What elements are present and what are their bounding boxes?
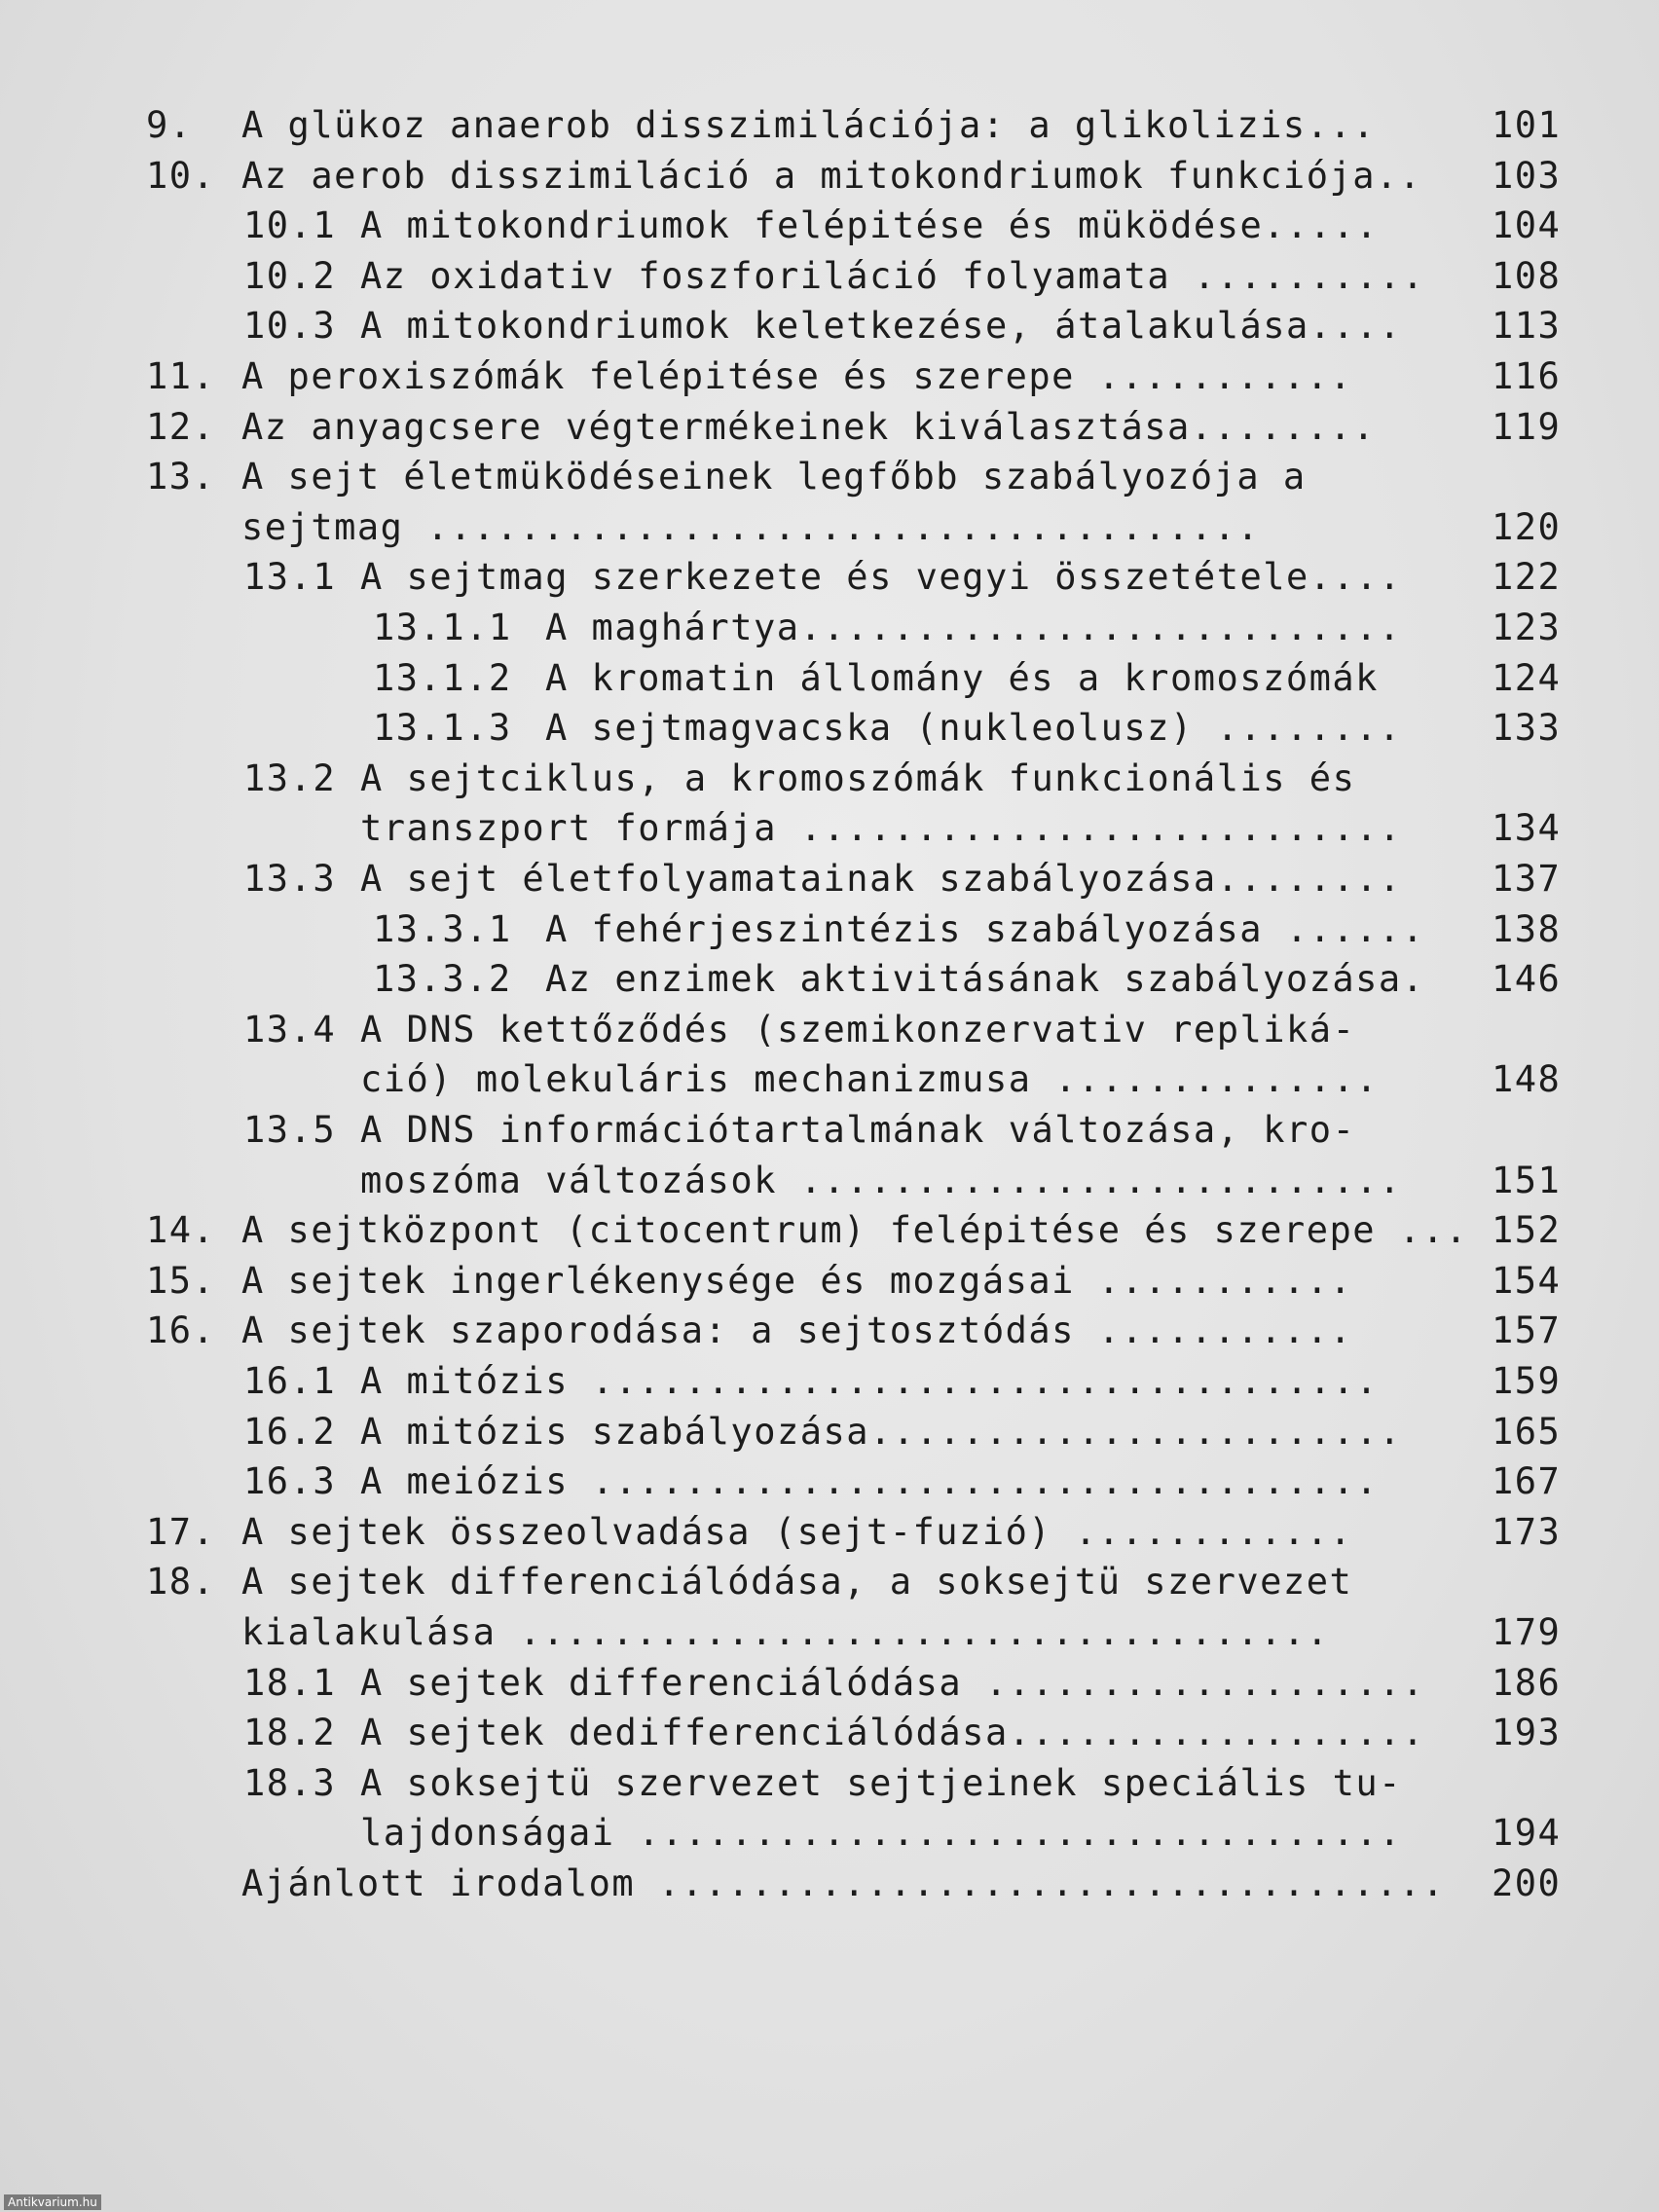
toc-page-number: 179 (1492, 1611, 1562, 1653)
toc-page-number: 193 (1492, 1712, 1562, 1754)
toc-number: 18.3 (243, 1761, 337, 1804)
toc-page-number: 165 (1492, 1410, 1562, 1453)
toc-title: sejtmag .................................... (241, 505, 1261, 548)
toc-number: 13.1.2 (373, 656, 512, 699)
toc-row (0, 803, 1659, 854)
toc-page-number: 137 (1492, 858, 1562, 900)
toc-page-number: 101 (1492, 104, 1562, 146)
toc-row (0, 1005, 1659, 1055)
toc-title: A mitózis szabályozása....................... (360, 1410, 1402, 1453)
toc-row (0, 452, 1659, 502)
toc-number: 16.2 (243, 1410, 337, 1453)
toc-row (0, 301, 1659, 351)
toc-title: lajdonságai ................................. (360, 1812, 1402, 1855)
toc-row (0, 1507, 1659, 1558)
watermark: Antikvarium.hu (4, 2194, 101, 2210)
toc-title: A sejtmag szerkezete és vegyi összetétele.... (360, 556, 1402, 599)
toc-number: 10. (146, 154, 216, 197)
toc-row (0, 954, 1659, 1005)
toc-number: 10.1 (243, 204, 337, 247)
toc-row (0, 1658, 1659, 1709)
toc-title: A sejtek szaporodása: a sejtosztódás ........... (241, 1309, 1353, 1352)
toc-number: 18.2 (243, 1712, 337, 1754)
toc-number: 16. (146, 1309, 216, 1352)
toc-row (0, 754, 1659, 804)
toc-number: 13.5 (243, 1109, 337, 1151)
toc-row (0, 402, 1659, 453)
toc-row (0, 904, 1659, 955)
toc-title: Az anyagcsere végtermékeinek kiválasztása........ (241, 405, 1377, 448)
toc-row (0, 1859, 1659, 1909)
toc-row (0, 201, 1659, 251)
toc-page-number: 154 (1492, 1259, 1562, 1302)
toc-title: kialakulása ................................... (241, 1611, 1330, 1653)
toc-page-number: 113 (1492, 305, 1562, 348)
toc-title: Az enzimek aktivitásának szabályozása. (545, 958, 1425, 1001)
toc-number: 13.1.1 (373, 607, 512, 648)
toc-page-number: 148 (1492, 1058, 1562, 1101)
toc-number: 13.3.1 (373, 907, 512, 950)
toc-page-number: 120 (1492, 505, 1562, 548)
toc-title: A sejtek differenciálódása, a soksejtü szervezet (241, 1561, 1353, 1604)
toc-row (0, 552, 1659, 603)
toc-number: 12. (146, 405, 216, 448)
toc-title: moszóma változások .......................... (360, 1159, 1402, 1201)
toc-title: A sejt életmüködéseinek legfőbb szabályozója a (241, 456, 1307, 498)
toc-page-number: 133 (1492, 707, 1562, 750)
toc-title: A mitózis .................................. (360, 1360, 1380, 1402)
toc-title: transzport formája .......................... (360, 807, 1402, 850)
toc-row (0, 653, 1659, 704)
toc-number: 13.4 (243, 1008, 337, 1051)
toc-number: 18.1 (243, 1661, 337, 1704)
toc-title: A sejtciklus, a kromoszómák funkcionális és (360, 756, 1356, 799)
toc-page-number: 152 (1492, 1209, 1562, 1252)
toc-page-number: 167 (1492, 1460, 1562, 1503)
toc-row (0, 1557, 1659, 1607)
toc-row (0, 502, 1659, 553)
toc-page-number: 108 (1492, 254, 1562, 297)
toc-number: 18. (146, 1561, 216, 1604)
toc-row (0, 854, 1659, 904)
toc-page-number: 200 (1492, 1862, 1562, 1904)
toc-title: A DNS információtartalmának változása, kro- (360, 1109, 1356, 1151)
toc-title: A sejtek dedifferenciálódása.................. (360, 1712, 1425, 1754)
toc-title: A peroxiszómák felépitése és szerepe ........... (241, 355, 1353, 397)
toc-number: 13.1.3 (373, 707, 512, 750)
toc-number: 15. (146, 1259, 216, 1302)
toc-row (0, 1054, 1659, 1105)
toc-row (0, 1256, 1659, 1307)
toc-number: 13.1 (243, 556, 337, 599)
toc-title: A sejtmagvacska (nukleolusz) ........ (545, 707, 1402, 750)
toc-page-number: 151 (1492, 1159, 1562, 1201)
toc-title: A sejtek differenciálódása ................... (360, 1661, 1425, 1704)
toc-page-number: 173 (1492, 1510, 1562, 1553)
toc-row (0, 1607, 1659, 1658)
toc-number: 13. (146, 456, 216, 498)
toc-row (0, 703, 1659, 754)
toc-title: A meiózis .................................. (360, 1460, 1380, 1503)
toc-row (0, 251, 1659, 302)
toc-number: 16.1 (243, 1360, 337, 1402)
toc-row (0, 1407, 1659, 1457)
toc-number: 10.2 (243, 254, 337, 297)
toc-row (0, 1356, 1659, 1407)
toc-row (0, 1808, 1659, 1859)
toc-page-number: 157 (1492, 1309, 1562, 1352)
toc-title: A sejt életfolyamatainak szabályozása........ (360, 858, 1402, 900)
toc-title: A mitokondriumok felépitése és müködése..... (360, 204, 1380, 247)
toc-title: A sejtközpont (citocentrum) felépitése és szerepe ... (241, 1209, 1469, 1252)
toc-row (0, 603, 1659, 653)
toc-row (0, 100, 1659, 151)
toc-title: A DNS kettőződés (szemikonzervativ repliká- (360, 1008, 1356, 1051)
toc-title: Az aerob disszimiláció a mitokondriumok funkciója.. (241, 154, 1422, 197)
toc-number: 13.2 (243, 756, 337, 799)
toc-title: Az oxidativ foszforiláció folyamata .......... (360, 254, 1425, 297)
toc-row (0, 1205, 1659, 1256)
toc-page-number: 123 (1492, 607, 1562, 648)
toc-title: A maghártya.......................... (545, 607, 1402, 648)
toc-title: A sejtek ingerlékenysége és mozgásai ........... (241, 1259, 1353, 1302)
toc-title: A glükoz anaerob disszimilációja: a glikolizis... (241, 104, 1377, 146)
toc-title: A kromatin állomány és a kromoszómák (545, 656, 1379, 699)
toc-number: 14. (146, 1209, 216, 1252)
toc-page-number: 186 (1492, 1661, 1562, 1704)
toc-number: 17. (146, 1510, 216, 1553)
toc-row (0, 151, 1659, 202)
toc-title: A fehérjeszintézis szabályozása ...... (545, 907, 1425, 950)
toc-row (0, 1758, 1659, 1809)
toc-title: A mitokondriumok keletkezése, átalakulása.... (360, 305, 1402, 348)
toc-title: A sejtek összeolvadása (sejt-fuzió) ............ (241, 1510, 1353, 1553)
toc-page-number: 138 (1492, 907, 1562, 950)
toc-number: 10.3 (243, 305, 337, 348)
toc-page-number: 146 (1492, 958, 1562, 1001)
toc-row (0, 1105, 1659, 1156)
toc-page-number: 104 (1492, 204, 1562, 247)
toc-page-number: 122 (1492, 556, 1562, 599)
toc-page-number: 119 (1492, 405, 1562, 448)
toc-row (0, 351, 1659, 402)
toc-page-number: 194 (1492, 1812, 1562, 1855)
toc-row (0, 1708, 1659, 1758)
toc-page-number: 124 (1492, 656, 1562, 699)
toc-number: 13.3.2 (373, 958, 512, 1001)
toc-row (0, 1306, 1659, 1356)
toc-number: 11. (146, 355, 216, 397)
toc-page-number: 159 (1492, 1360, 1562, 1402)
toc-number: 16.3 (243, 1460, 337, 1503)
toc-row (0, 1156, 1659, 1206)
toc-page-number: 103 (1492, 154, 1562, 197)
toc-title: Ajánlott irodalom .................................. (241, 1862, 1446, 1904)
toc-title: ció) molekuláris mechanizmusa .............. (360, 1058, 1380, 1101)
toc-page-number: 134 (1492, 807, 1562, 850)
toc-row (0, 1456, 1659, 1507)
toc-title: A soksejtü szervezet sejtjeinek speciális tu- (360, 1761, 1402, 1804)
toc-page-number: 116 (1492, 355, 1562, 397)
toc-number: 13.3 (243, 858, 337, 900)
toc-number: 9. (146, 104, 193, 146)
